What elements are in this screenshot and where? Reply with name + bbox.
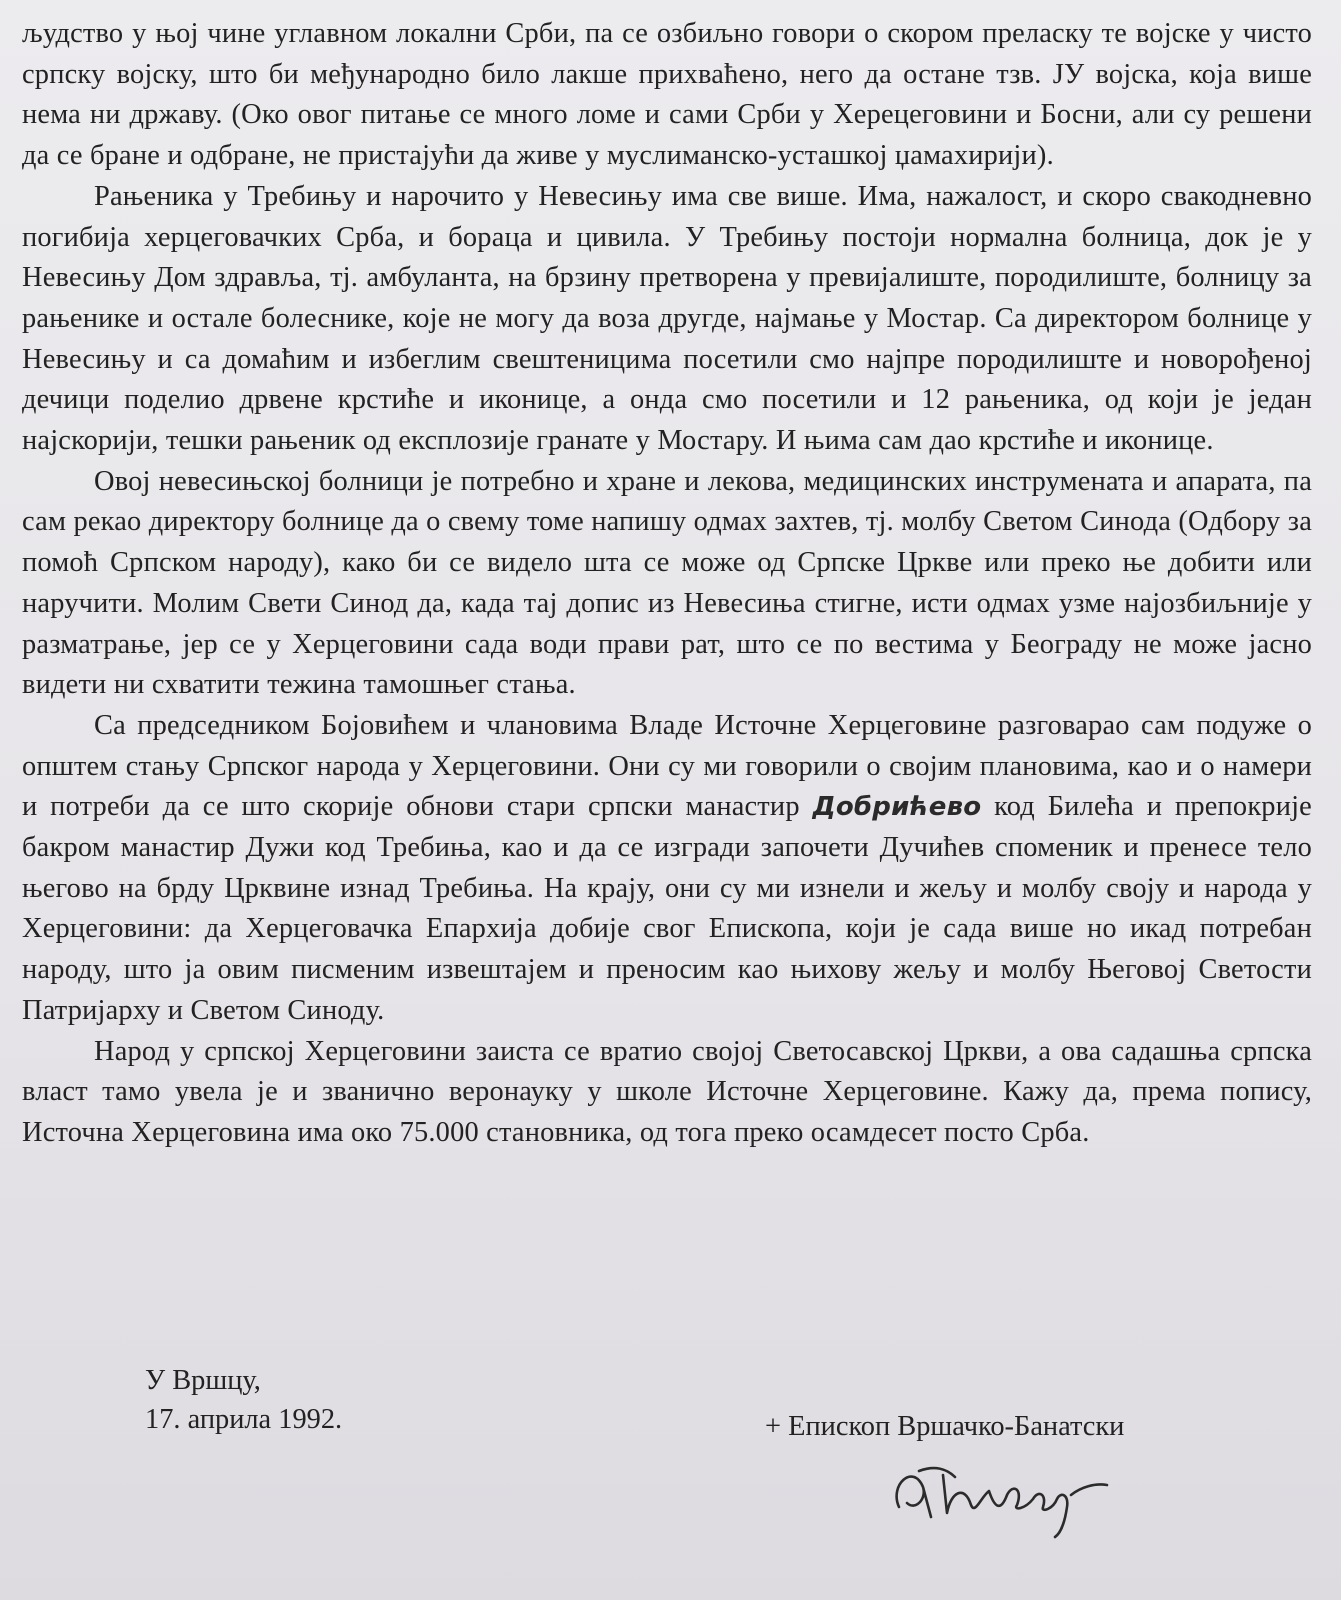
signer-title: + Епископ Вршачко-Банатски (765, 1411, 1125, 1442)
paragraph-4 (22, 706, 1312, 1032)
handwritten-signature (885, 1455, 1135, 1540)
letter-body (22, 14, 1312, 1154)
paragraph-1: људство у њој чине углавном локални Срби, па се озбиљно говори о скором преласку те војске у чисто српску војску, што би међународно било лакше прихваћено, него да остане тзв. ЈУ војска, која више нема ни државу. (Око овог питање се много ломе и сами Срби у Херецеговини и Босни, али су решени да се бране и одбране, не пристајући да живе у муслиманско-усташкој џамахирији). (22, 18, 1312, 172)
paragraph-4-text-end: код Билећа и препокрије бакром манастир Дужи код Требиња, као и да се изгради започети Дучићев споменик и пренесе тело његово на брду Црквине изнад Требиња. На крају, они су ми изнели и жељу и молбу своју и народа у Херцеговини: да Херцеговачка Епархија добије свог Епископа, који је сада више но икад потребан народу, што ја овим писменим извештајем и преносим као њихову жељу и молбу Његовој Светости Патријарху и Светом Синоду. (22, 791, 1312, 1026)
handwritten-insertion: Добрићево (812, 792, 982, 823)
paragraph-3: Овој невесињској болници је потребно и хране и лекова, медицинских инструмената и апарата, па сам рекао директору болнице да о свему томе напишу одмах захтев, тј. молбу Светом Синода (Одбору за помоћ Српском народу), како би се видело шта се може од Српске Цркве или преко ње добити или наручити. Молим Свети Синод да, када тај допис из Невесиња стигне, исти одмах узме најозбиљније у разматрање, јер се у Херцеговини сада води прави рат, што се по вестима у Београду не може јасно видети ни схватити тежина тамошњег стања. (22, 465, 1312, 701)
place-line: У Вршцу, (145, 1365, 261, 1396)
date-line: 17. априла 1992. (145, 1404, 343, 1435)
paragraph-2: Рањеника у Требињу и нарочито у Невесињу има све више. Има, нажалост, и скоро свакодневно погибија херцеговачких Срба, и бораца и цивила. У Требињу постоји нормална болница, док је у Невесињу Дом здравља, тј. амбуланта, на брзину претворена у превијалиште, породилиште, болницу за рањенике и остале болеснике, које не могу да воза другде, најмање у Мостар. Са директором болнице у Невесињу и са домаћим и избеглим свештеницима посетили смо најпре породилиште и новорођеној дечици поделио дрвене крстиће и иконице, а онда смо посетили и 12 рањеника, од који је један најскорији, тешки рањеник од експлозије гранате у Мостару. И њима сам дао крстиће и иконице. (22, 180, 1312, 457)
paragraph-5: Народ у српској Херцеговини заиста се вратио својој Светосавској Цркви, а ова садашња српска власт тамо увела је и званично веронауку у школе Источне Херцеговине. Кажу да, према попису, Источна Херцеговина има око 75.000 становника, од тога преко осамдесет посто Срба. (22, 1035, 1312, 1148)
paragraph-4-text-start: Са председником Бојовићем и члановима Владе Источне Херцеговине разговарао сам подуже о општем стању Српског народа у Херцеговини. Они су ми говорили о својим плановима, као и о намери и потреби да се што скорије обнови стари српски манастир (22, 709, 1312, 823)
